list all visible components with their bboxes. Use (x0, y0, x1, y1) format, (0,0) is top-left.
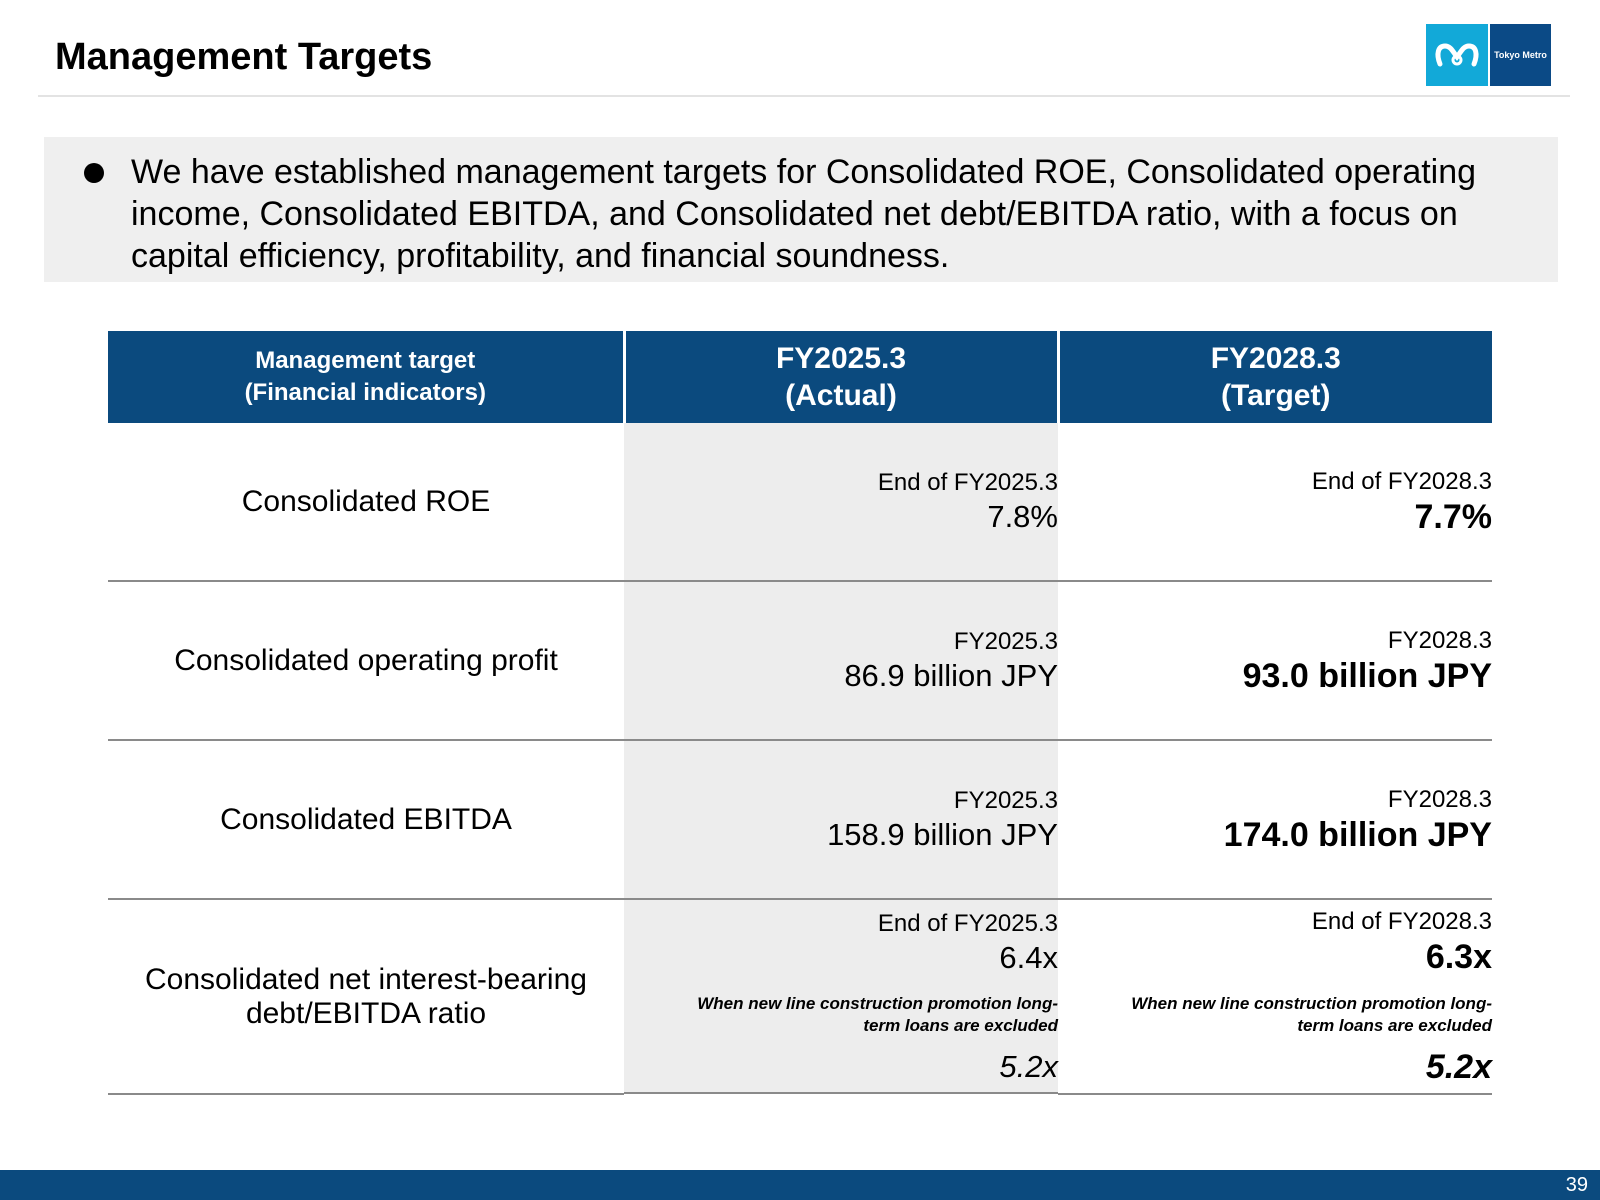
actual-value: 7.8% (987, 498, 1058, 534)
title-divider (38, 95, 1570, 97)
target-cell (1058, 899, 1492, 1094)
actual-cell (624, 423, 1058, 581)
target-period: FY2028.3 (1387, 626, 1492, 654)
page-number: 39 (1565, 1174, 1588, 1196)
footer-bar (0, 1170, 1600, 1200)
page-title: Management Targets (55, 36, 433, 78)
target-cell (1058, 423, 1492, 581)
target-period: FY2028.3 (1387, 785, 1492, 813)
row-name: Consolidated ROE (108, 423, 624, 581)
actual-cell (624, 899, 1058, 1094)
note-line: When new line construction promotion long- (1131, 993, 1492, 1013)
actual-note (624, 993, 1058, 1037)
actual-period: End of FY2025.3 (877, 468, 1058, 496)
tokyo-metro-m-icon (1426, 24, 1488, 86)
actual-value: 6.4x (999, 940, 1058, 975)
table-row (108, 581, 1492, 740)
table-header-row (108, 331, 1492, 423)
row-name-line: Consolidated net interest-bearing (145, 962, 587, 996)
actual-cell (624, 581, 1058, 740)
target-cell (1058, 581, 1492, 740)
actual-value: 86.9 billion JPY (844, 657, 1058, 693)
header-management-target (108, 331, 624, 423)
actual-alt-value: 5.2x (999, 1049, 1058, 1084)
summary-box (44, 137, 1558, 282)
tokyo-metro-logo (1426, 24, 1551, 86)
target-value: 6.3x (1425, 937, 1492, 976)
target-cell (1058, 740, 1492, 899)
header-line: (Financial indicators) (244, 379, 486, 406)
header-line: FY2028.3 (1210, 342, 1341, 375)
target-value: 174.0 billion JPY (1223, 815, 1492, 854)
table-row (108, 899, 1492, 1094)
table-row (108, 423, 1492, 581)
actual-period: End of FY2025.3 (877, 910, 1058, 937)
row-name: Consolidated EBITDA (108, 740, 624, 899)
summary-text: We have established management targets for Consolidated ROE, Consolidated operating income, Consolidated EBITDA, and Consolidated net debt/EBITDA ratio, with a focus on capital efficiency, profitability, and financial soundness. (131, 153, 1477, 275)
row-name (108, 899, 624, 1094)
header-fy2028 (1058, 331, 1492, 423)
note-line: term loans are excluded (1297, 1015, 1492, 1035)
management-targets-table (108, 331, 1492, 1095)
actual-period: FY2025.3 (953, 786, 1058, 814)
actual-value: 158.9 billion JPY (827, 816, 1058, 852)
target-alt-value: 5.2x (1425, 1047, 1492, 1086)
header-line: FY2025.3 (775, 342, 907, 375)
table-row (108, 740, 1492, 899)
row-name-line: debt/EBITDA ratio (245, 996, 487, 1030)
bullet-icon (84, 163, 104, 183)
target-value: 93.0 billion JPY (1242, 656, 1492, 695)
actual-period: FY2025.3 (953, 627, 1058, 655)
row-name: Consolidated operating profit (108, 581, 624, 740)
logo-wordmark: Tokyo Metro (1490, 24, 1551, 86)
note-line: When new line construction promotion long- (697, 994, 1058, 1013)
header-line: Management target (255, 347, 476, 374)
note-line: term loans are excluded (863, 1016, 1058, 1035)
actual-cell (624, 740, 1058, 899)
header-line: (Actual) (785, 379, 897, 412)
header-fy2025 (624, 331, 1058, 423)
target-value: 7.7% (1414, 497, 1492, 536)
header-line: (Target) (1221, 379, 1331, 412)
target-period: End of FY2028.3 (1311, 467, 1492, 495)
target-note (1058, 993, 1492, 1037)
target-period: End of FY2028.3 (1311, 907, 1492, 935)
